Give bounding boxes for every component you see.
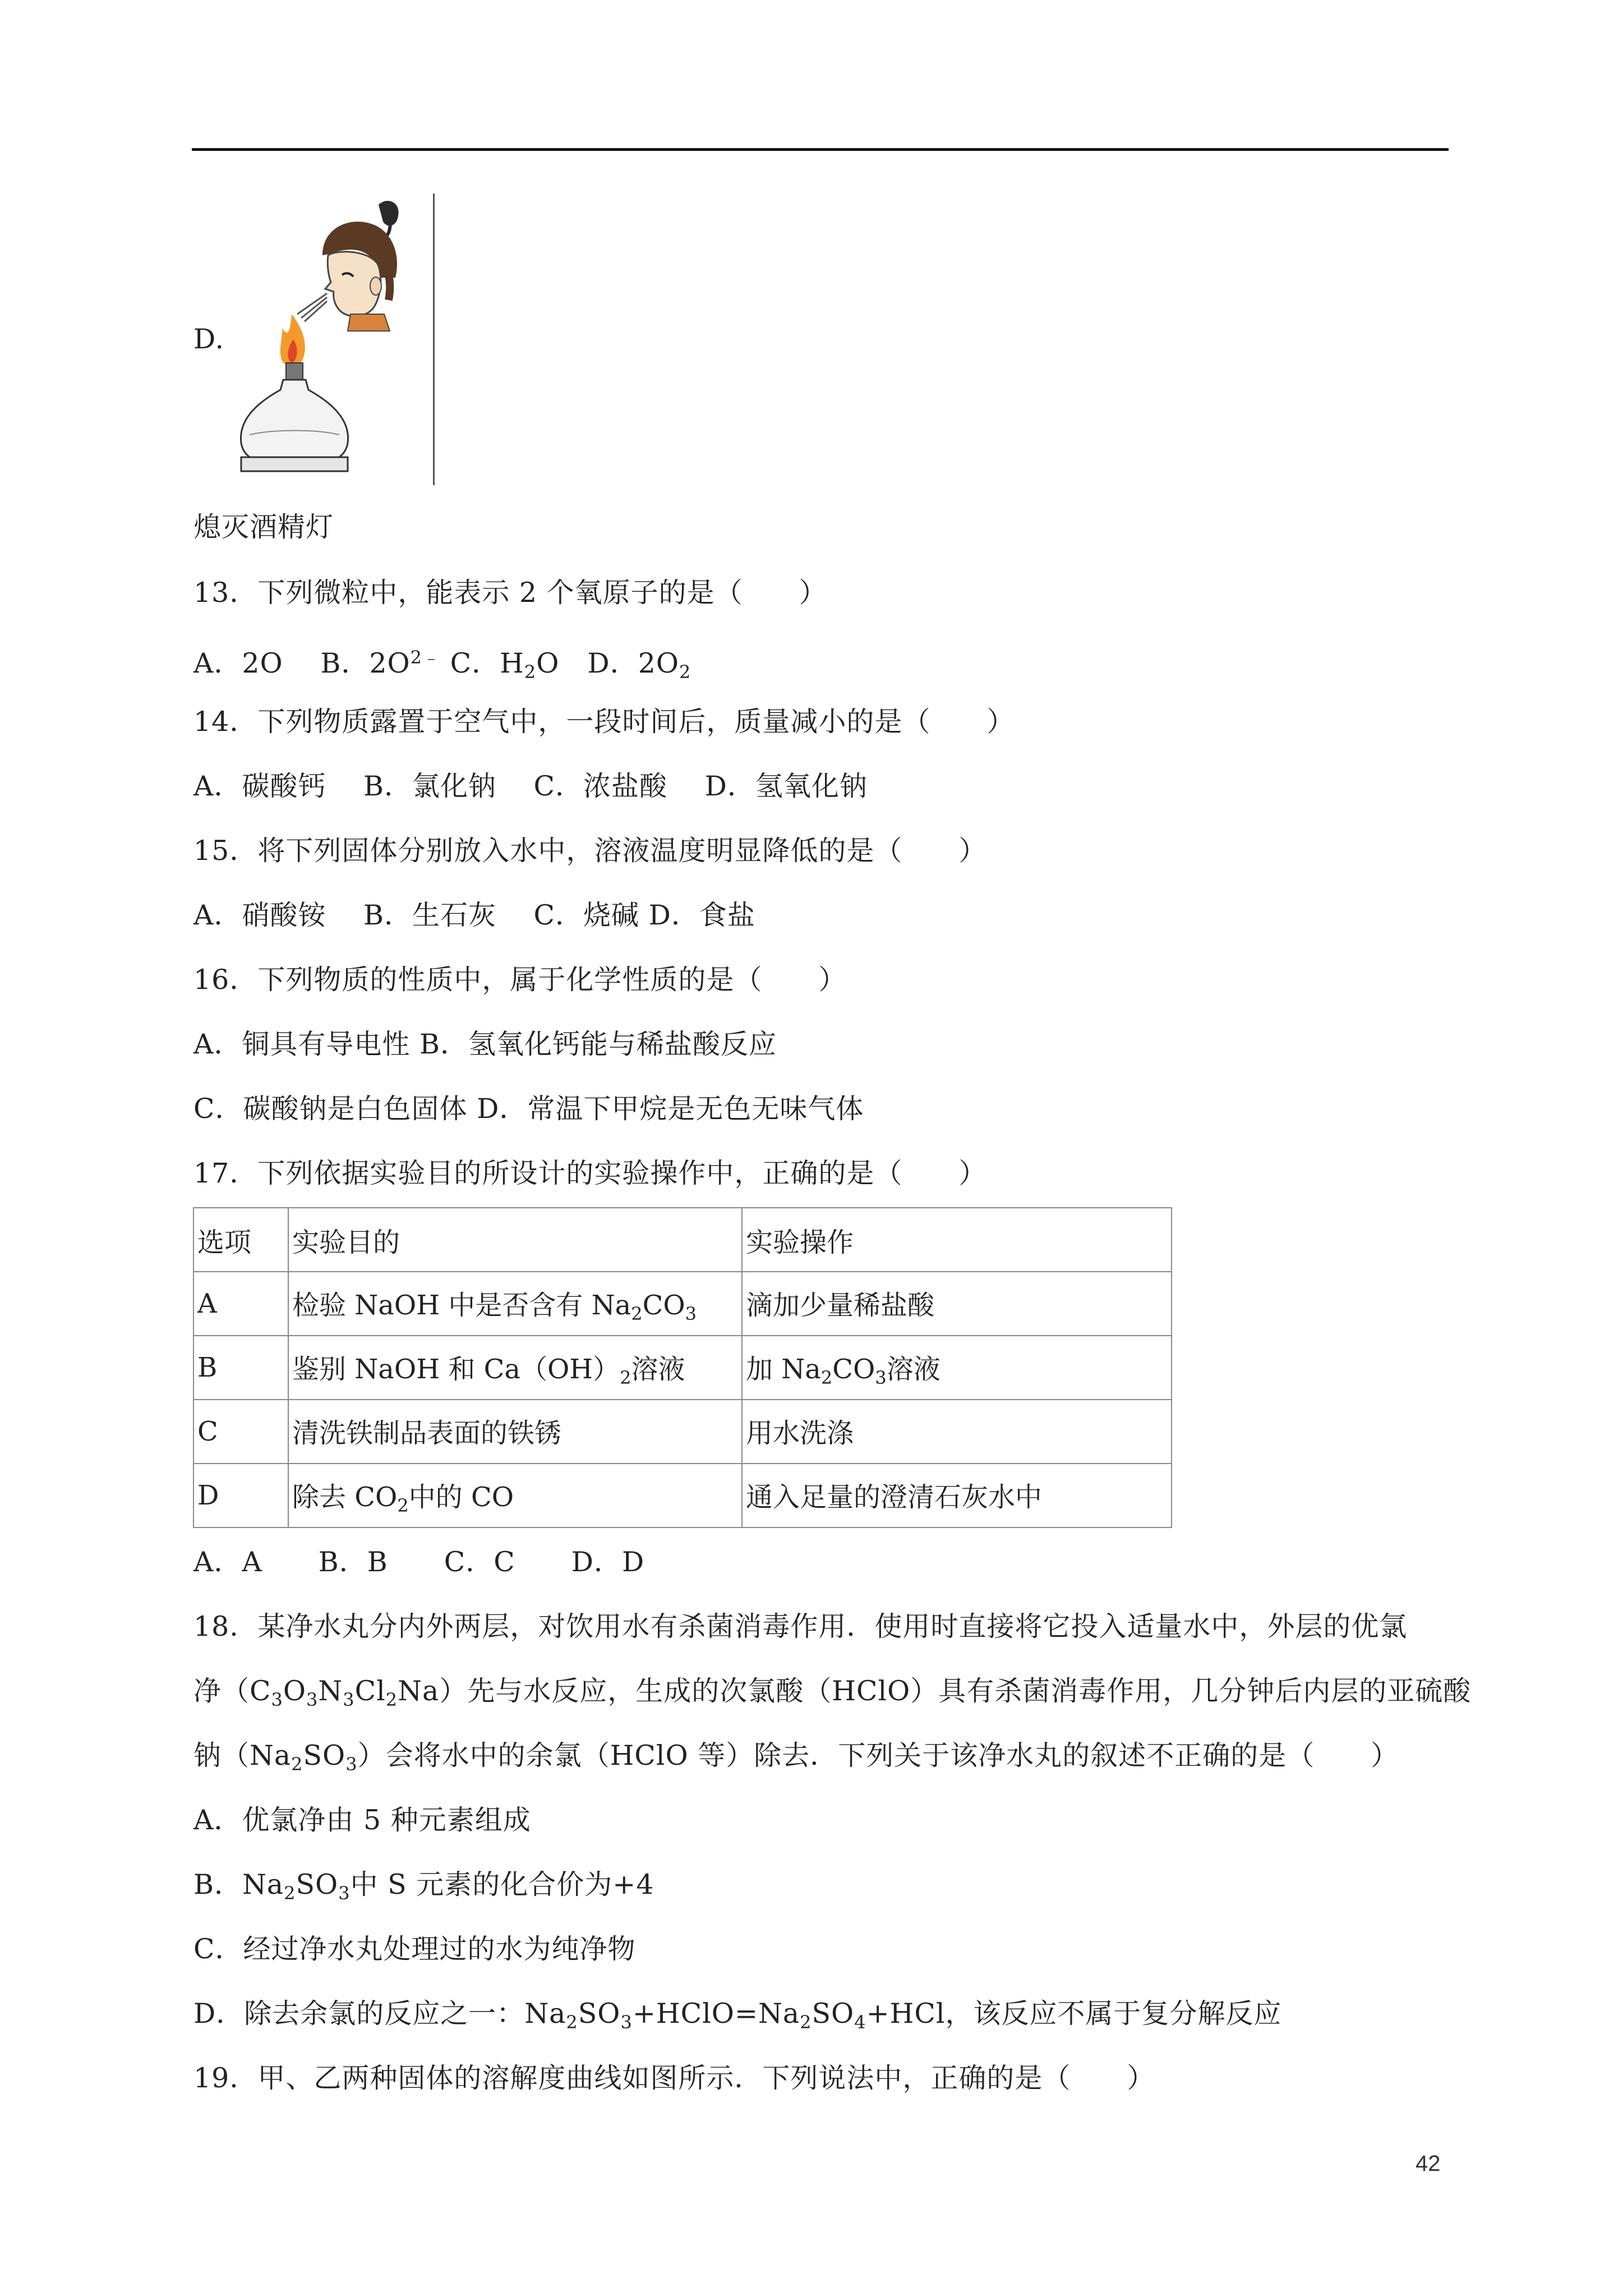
q19-stem: 19．甲、乙两种固体的溶解度曲线如图所示．下列说法中，正确的是（ ） [193,2062,1155,2094]
q18-line2: 净$(C_3O_3N_3Cl_2Na)$先与水反应，生成的次氯酸（HClO）具有杀菌消毒作用，几分钟后内层的亚硫酸 [193,1675,1472,1710]
row-operation: 滴加少量稀盐酸 [742,1272,1172,1336]
table-row [193,1336,1172,1400]
q17-options: A．A B．B C．C D．D [193,1546,645,1578]
q15-stem: 15．将下列固体分别放入水中，溶液温度明显降低的是（ ） [193,835,987,867]
page-number: 42 [1415,2151,1441,2176]
row-option: D [193,1464,288,1527]
row-option: A [193,1272,288,1336]
figure-caption: 熄灭酒精灯 [193,511,334,543]
table-row [193,1400,1172,1464]
q13-options [193,641,691,689]
q18-option-c: C．经过净水丸处理过的水为纯净物 [193,1933,636,1965]
q13-option-b: B．$2O^{2﹣}$ [320,647,441,679]
q14-options: A．碳酸钙 B．氯化钠 C．浓盐酸 D．氢氧化钠 [193,770,868,802]
figure-frame-line [433,194,435,485]
row-option: B [193,1336,288,1400]
row-operation: 加 $Na_2CO_3$溶液 [742,1336,1172,1400]
q18-option-d: D．除去余氯的反应之一：$Na_2SO_3+HClO=Na_2SO_4+HCl$，该反应不属于复分解反应 [193,1998,1282,2033]
q15-options: A．硝酸铵 B．生石灰 C．烧碱 D．食盐 [193,899,755,931]
q18-line1: 18．某净水丸分内外两层，对饮用水有杀菌消毒作用．使用时直接将它投入适量水中，外层的优氯 [193,1611,1408,1642]
header-operation: 实验操作 [742,1208,1172,1272]
row-operation: 通入足量的澄清石灰水中 [742,1464,1172,1527]
q18-option-a: A．优氯净由 5 种元素组成 [193,1804,531,1836]
q16-options-line2: C．碳酸钠是白色固体 D．常温下甲烷是无色无味气体 [193,1093,864,1125]
alcohol-lamp-illustration [238,194,435,485]
q18-line3: 钠$(Na_2SO_3)$会将水中的余氯（HClO 等）除去．下列关于该净水丸的叙述不正确的是（ ） [193,1740,1399,1775]
q17-table [193,1207,1172,1528]
q17-stem: 17．下列依据实验目的所设计的实验操作中，正确的是（ ） [193,1157,987,1189]
table-row [193,1272,1172,1336]
table-row [193,1464,1172,1527]
q16-options-line1: A．铜具有导电性 B．氢氧化钙能与稀盐酸反应 [193,1028,777,1060]
header-purpose: 实验目的 [288,1208,742,1272]
q13-option-c: C．$H_2O$ [450,647,560,683]
row-operation: 用水洗涤 [742,1400,1172,1464]
q16-stem: 16．下列物质的性质中，属于化学性质的是（ ） [193,964,847,996]
table-header-row [193,1208,1172,1272]
header-rule [192,148,1449,151]
q13-option-a: A．2O [193,647,283,679]
person-blowing-lamp-icon [238,194,429,485]
q13-option-d: D．$2O_2$ [587,647,691,683]
row-purpose: 清洗铁制品表面的铁锈 [288,1400,742,1464]
row-purpose: 检验 NaOH 中是否含有 $Na_2CO_3$ [288,1272,742,1336]
q14-stem: 14．下列物质露置于空气中，一段时间后，质量减小的是（ ） [193,706,1015,738]
row-purpose: 除去 $CO_2$中的 CO [288,1464,742,1527]
row-purpose: 鉴别 NaOH 和 $Ca(OH)_2$溶液 [288,1336,742,1400]
row-option: C [193,1400,288,1464]
q13-stem: 13．下列微粒中，能表示 2 个氧原子的是（ ） [193,577,827,609]
q18-option-b: B．$Na_2SO_3$中 S 元素的化合价为+4 [193,1869,654,1904]
option-d-label: D. [193,323,225,355]
header-option: 选项 [193,1208,288,1272]
